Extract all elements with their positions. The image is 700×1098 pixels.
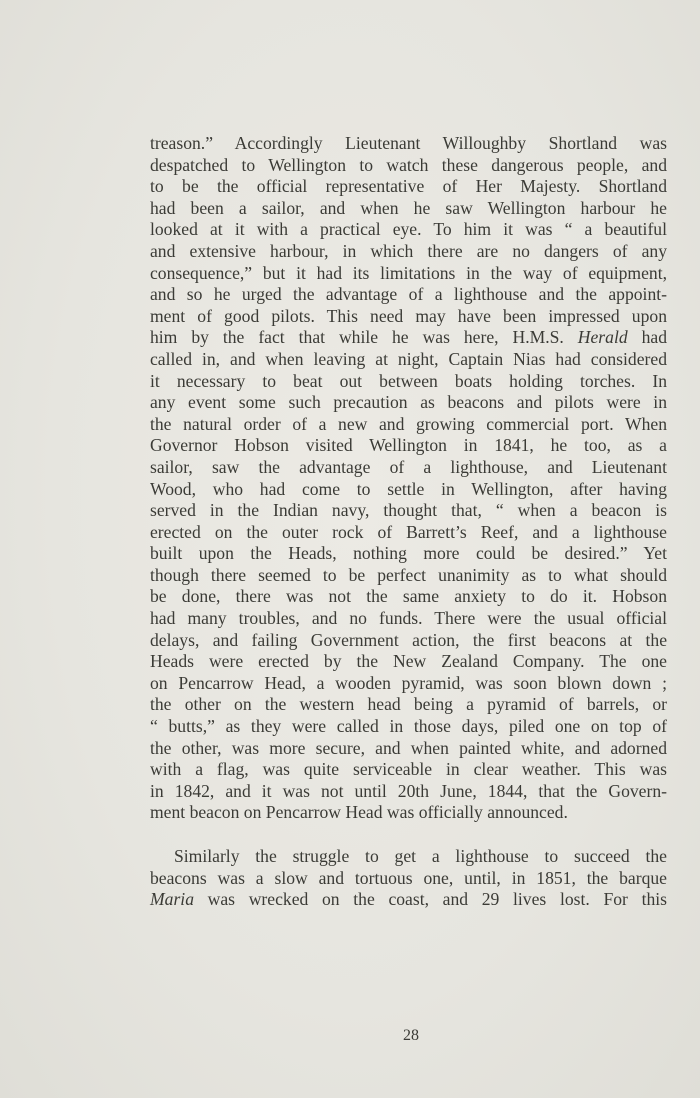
text-line: Governor Hobson visited Wellington in 1841, he too, as a: [150, 435, 667, 456]
ship-name: Maria: [150, 889, 194, 910]
text-line: delays, and failing Government action, the first beacons at the: [150, 629, 667, 650]
text-line: to be the official representative of Her Majesty. Shortland: [150, 176, 667, 197]
paragraph-1: [150, 133, 667, 824]
text-line: served in the Indian navy, thought that, “ when a beacon is: [150, 500, 667, 521]
text-line: ment of good pilots. This need may have been impressed upon: [150, 305, 667, 326]
text-line: Heads were erected by the New Zealand Company. The one: [150, 651, 667, 672]
text-line: called in, and when leaving at night, Captain Nias had considered: [150, 348, 667, 369]
text-line: looked at it with a practical eye. To him it was “ a beautiful: [150, 219, 667, 240]
text-line: the other, was more secure, and when painted white, and adorned: [150, 737, 667, 758]
page-number: 28: [403, 1027, 419, 1044]
body-text: [150, 133, 667, 911]
text-line: had many troubles, and no funds. There were the usual official: [150, 608, 667, 629]
text-line: with a flag, was quite serviceable in clear weather. This was: [150, 759, 667, 780]
text-line: despatched to Wellington to watch these dangerous people, and: [150, 154, 667, 175]
text-line: in 1842, and it was not until 20th June, 1844, that the Govern-: [150, 780, 667, 801]
text-line: Wood, who had come to settle in Wellington, after having: [150, 478, 667, 499]
text-line: on Pencarrow Head, a wooden pyramid, was soon blown down ;: [150, 672, 667, 693]
text-line: erected on the outer rock of Barrett’s Reef, and a lighthouse: [150, 521, 667, 542]
text-line: ment beacon on Pencarrow Head was officially announced.: [150, 802, 568, 823]
text-line: sailor, saw the advantage of a lighthouse, and Lieutenant: [150, 456, 667, 477]
text-line: him by the fact that while he was here, H.M.S. Herald had: [150, 327, 667, 348]
text-line: beacons was a slow and tortuous one, until, in 1851, the barque: [150, 867, 667, 888]
text-line: had been a sailor, and when he saw Wellington harbour he: [150, 197, 667, 218]
text-line: any event some such precaution as beacons and pilots were in: [150, 392, 667, 413]
text-line: and extensive harbour, in which there are no dangers of any: [150, 240, 667, 261]
text-line: it necessary to beat out between boats holding torches. In: [150, 370, 667, 391]
paragraph-2: [150, 846, 667, 911]
text-line: though there seemed to be perfect unanimity as to what should: [150, 564, 667, 585]
text-line: and so he urged the advantage of a lighthouse and the appoint-: [150, 284, 667, 305]
paragraph-gap: [150, 824, 667, 846]
text-line: Similarly the struggle to get a lighthouse to succeed the: [174, 846, 667, 866]
text-line: the natural order of a new and growing commercial port. When: [150, 413, 667, 434]
text-line: Maria was wrecked on the coast, and 29 lives lost. For this: [150, 889, 667, 910]
text-line: be done, there was not the same anxiety to do it. Hobson: [150, 586, 667, 607]
text-line: consequence,” but it had its limitations in the way of equipment,: [150, 262, 667, 283]
text-line: treason.” Accordingly Lieutenant Willoughby Shortland was: [150, 133, 667, 153]
text-line: the other on the western head being a pyramid of barrels, or: [150, 694, 667, 715]
ship-name: Herald: [577, 327, 628, 348]
text-line: built upon the Heads, nothing more could be desired.” Yet: [150, 543, 667, 564]
text-line: “ butts,” as they were called in those days, piled one on top of: [150, 716, 667, 737]
